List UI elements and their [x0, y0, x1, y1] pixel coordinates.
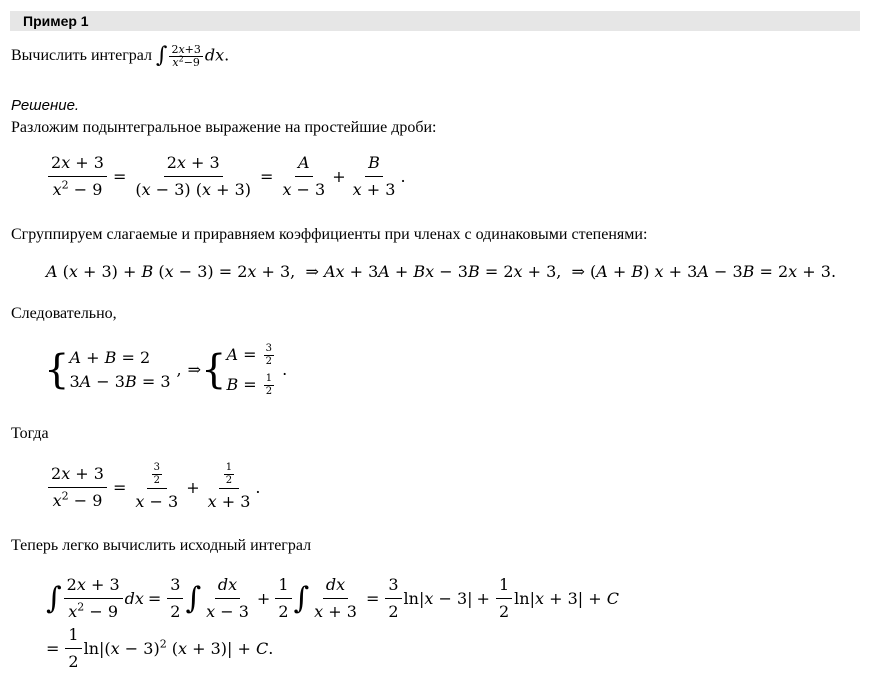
- task-formula: ∫ $\frac{2x+3}{x^2-9}$ dx.: [155, 43, 230, 69]
- integral-formula: ∫ $\frac{2x + 3}{x^2 - 9}$ dx = $\frac{3}{2}$ ∫ $\frac{dx}{x - 3}$ + $\frac{1}{2}$ ∫ $\frac{dx}{x + 3}$ = $\frac{3}{2}$ ln|x − 3| + $\frac{1}{2}$ ln|x + 3| + C: [46, 575, 619, 621]
- step-group-text: Сгруппируем слагаемые и приравняем коэффициенты при членах с одинаковыми степенями:: [11, 226, 648, 243]
- solution-label: Решение.: [11, 97, 80, 114]
- step-decompose-text: Разложим подынтегральное выражение на простейшие дроби:: [11, 119, 437, 136]
- step-therefore-text: Следовательно,: [11, 305, 117, 322]
- coefficient-formula: A (x + 3) + B (x − 3) = 2x + 3, ⇒ Ax + 3A + Bx − 3B = 2x + 3, ⇒ (A + B) x + 3A − 3B = 2x + 3.: [46, 262, 837, 281]
- substituted-formula: $\frac{2x + 3}{x^2 - 9}$ = $\frac{\frac{3}{2}}{x - 3}$ + $\frac{\frac{1}{2}}{x + 3}$ .: [46, 462, 260, 513]
- task-line: [11, 44, 229, 68]
- step-compute-text: Теперь легко вычислить исходный интеграл: [11, 537, 312, 554]
- example-title: Пример 1: [23, 13, 89, 29]
- step-then-text: Тогда: [11, 425, 49, 442]
- example-header: [10, 11, 860, 31]
- system-formula: { A + B = 2 3A − 3B = 3 , ⇒ { A = $\frac{3}{2}$ B = $\frac{1}{2}$ .: [44, 343, 288, 397]
- decomposition-formula: $\frac{2x + 3}{x^2 - 9}$ = $\frac{2x + 3}{(x - 3) (x + 3)}$ = $\frac{A}{x - 3}$ + $\frac{B}{x + 3}$ .: [46, 152, 406, 201]
- integral-result-formula: = $\frac{1}{2}$ $\ln|(x - 3)^2$ (x + 3)| + C.: [46, 625, 274, 671]
- task-text: Вычислить интеграл: [11, 47, 152, 64]
